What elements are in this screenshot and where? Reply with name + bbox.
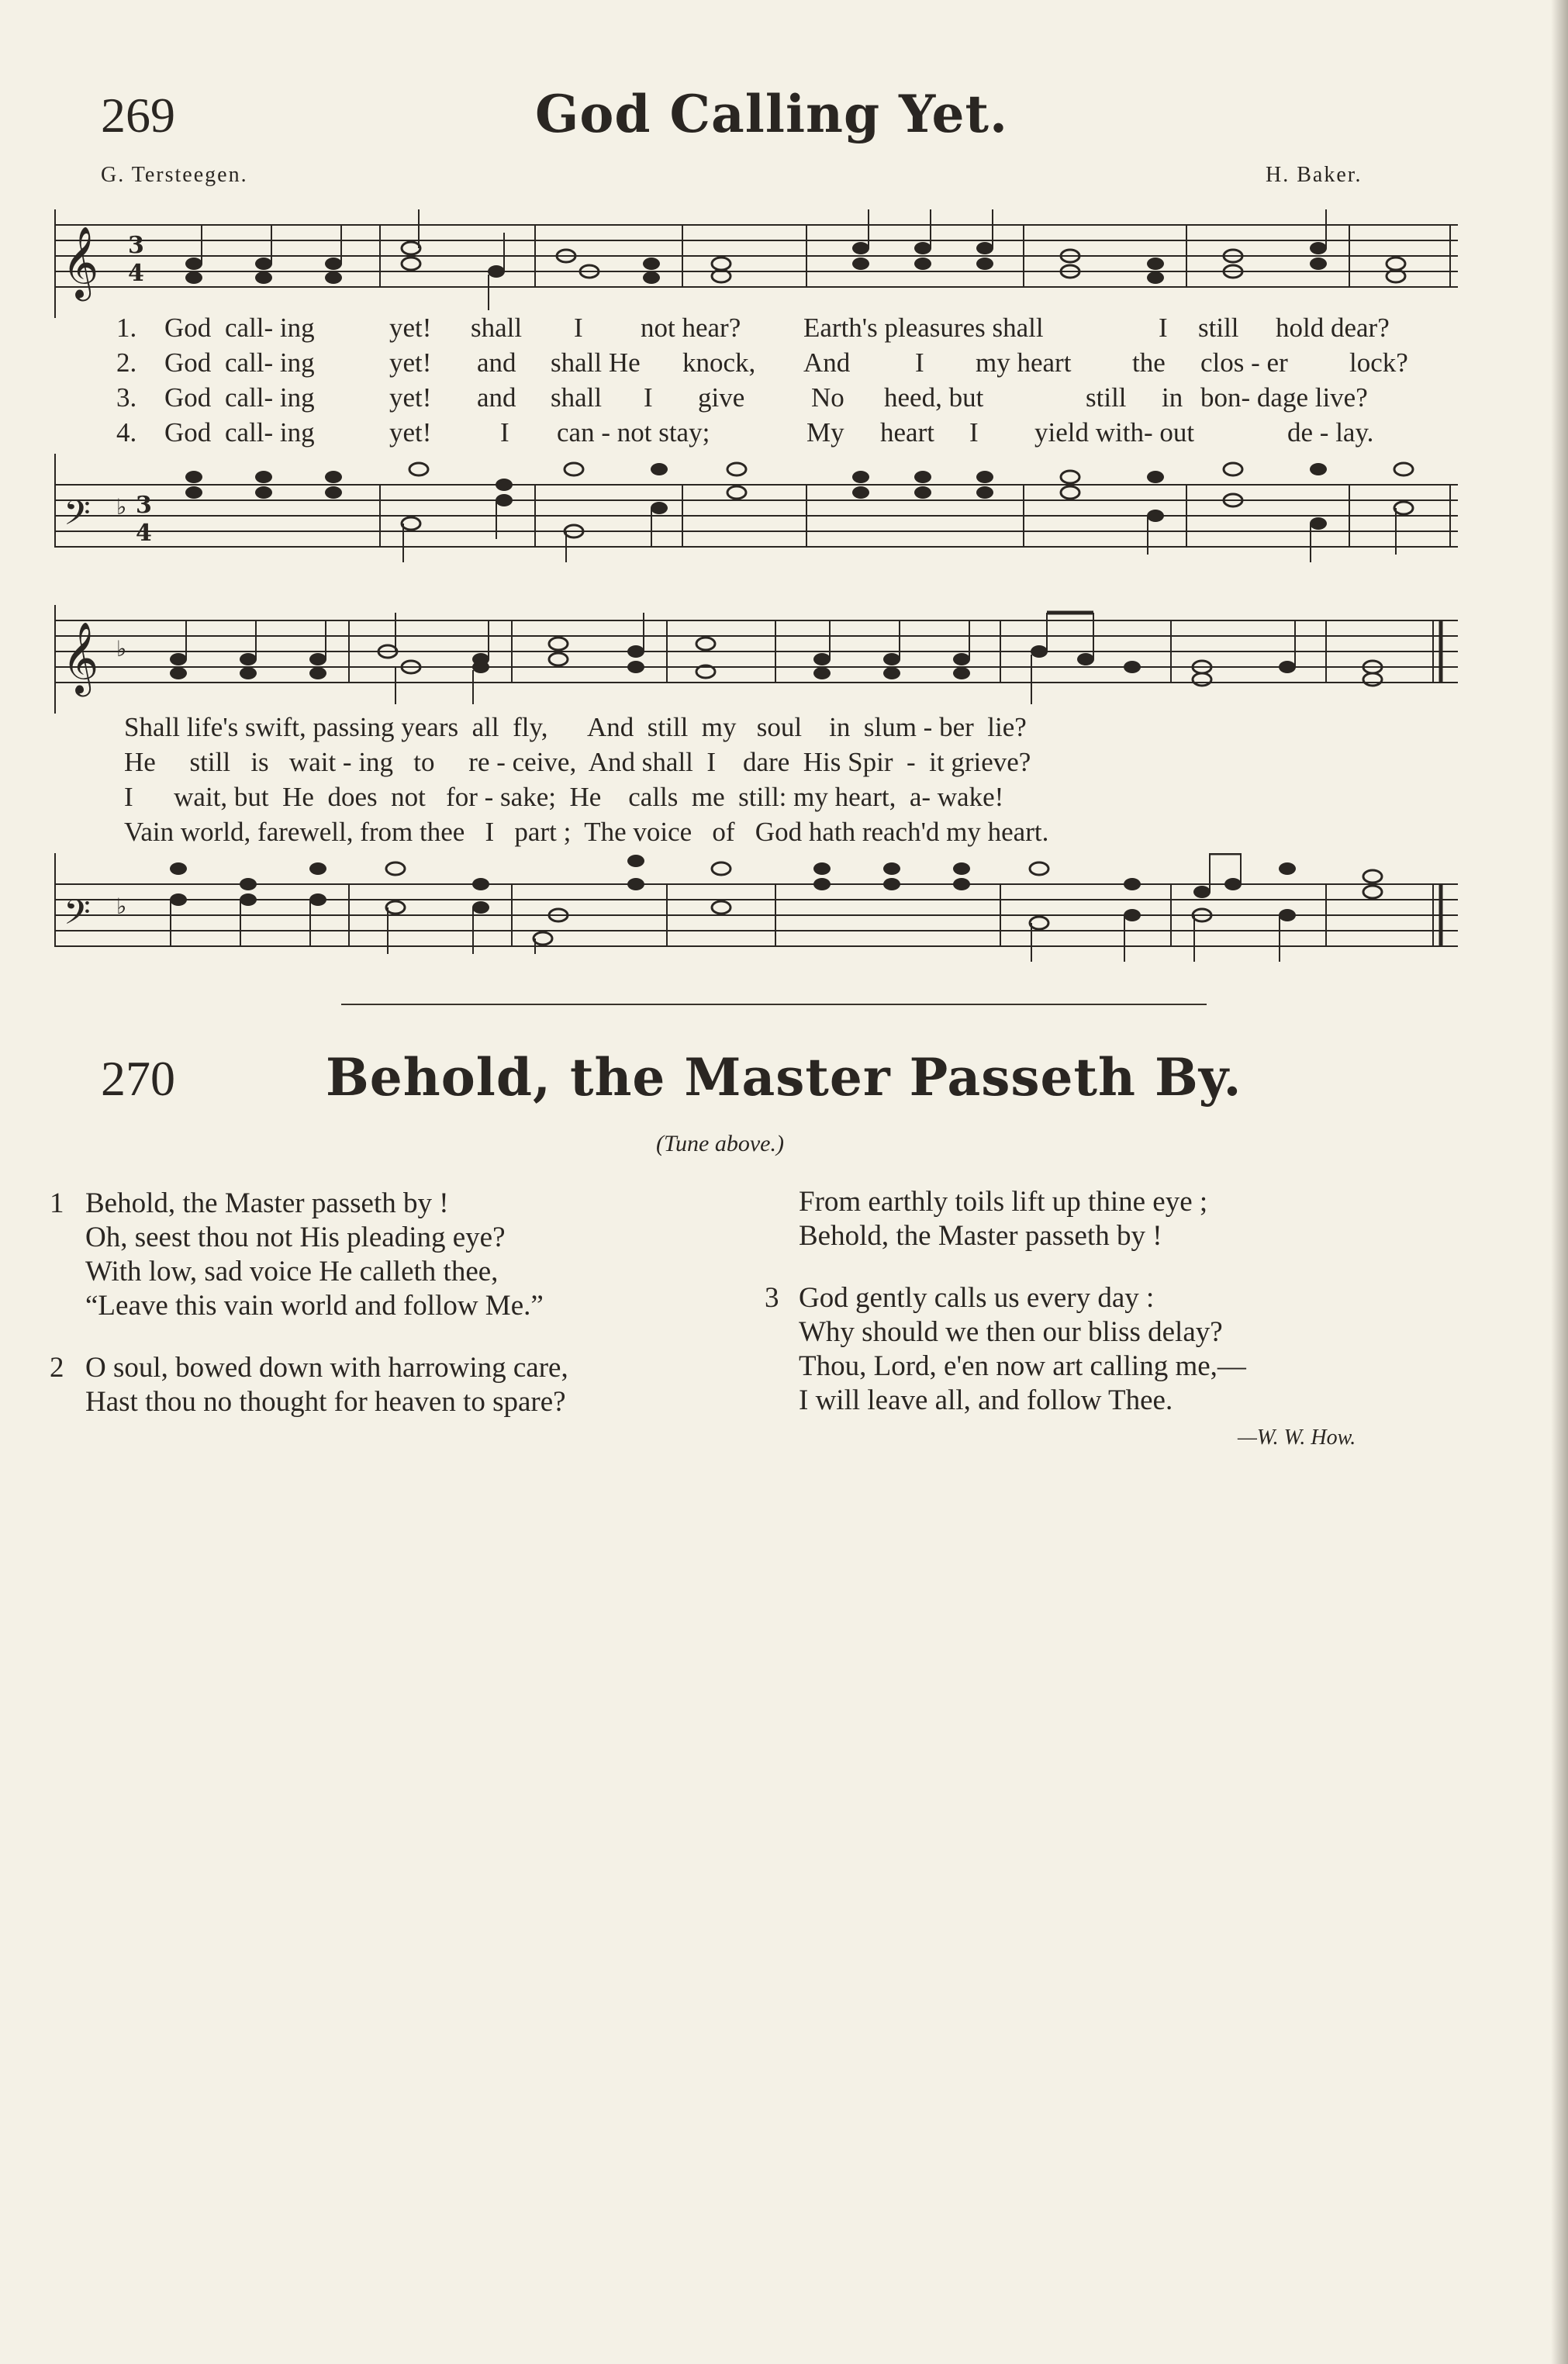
hymn-269-author: G. Tersteegen.	[101, 163, 248, 187]
svg-text:♭: ♭	[116, 636, 127, 662]
treble-staff-system-1	[54, 209, 1458, 318]
music-notation-bass-1	[54, 454, 1458, 562]
lyric-word: call- ing	[225, 417, 315, 448]
svg-text:4: 4	[136, 520, 152, 547]
svg-text:𝄞: 𝄞	[62, 226, 99, 298]
lyric-word: 3.	[116, 382, 137, 413]
verse-number-3: 3	[765, 1282, 779, 1314]
lyric-line-1	[116, 313, 1458, 347]
verse-line: With low, sad voice He calleth thee,	[85, 1256, 499, 1287]
lyric-word: shall	[471, 313, 523, 343]
lyric-word: clos - er	[1200, 347, 1288, 378]
verse-line: O soul, bowed down with harrowing care,	[85, 1352, 568, 1384]
lyric-word: de - lay.	[1287, 417, 1374, 448]
lyric-word: bon- dage live?	[1200, 382, 1368, 413]
tune-note: (Tune above.)	[656, 1131, 784, 1156]
lyric-line-4	[116, 417, 1458, 451]
lyric-word: call- ing	[225, 382, 315, 413]
lyric-line-2	[116, 347, 1458, 382]
bass-staff-system-2	[54, 853, 1458, 962]
verse-line: Behold, the Master passeth by !	[85, 1187, 449, 1219]
verse-line: “Leave this vain world and follow Me.”	[85, 1290, 544, 1322]
lyric-word: yet!	[389, 313, 432, 343]
lyric-word: I	[500, 417, 509, 448]
music-notation-bass-2	[54, 853, 1458, 962]
svg-text:3: 3	[128, 232, 144, 259]
hymn-270-number: 270	[101, 1051, 175, 1106]
lyric-word: And	[803, 347, 851, 378]
lyric-word: and	[477, 347, 516, 378]
svg-text:𝄞: 𝄞	[62, 621, 99, 693]
verse-number-2: 2	[50, 1352, 64, 1384]
verse-line: Behold, the Master passeth by !	[799, 1220, 1162, 1252]
verse-line: I will leave all, and follow Thee.	[799, 1384, 1173, 1416]
lyric-word: I	[915, 347, 924, 378]
section-divider	[341, 1004, 1207, 1005]
lyric-word: I	[574, 313, 583, 343]
lyric-word: yet!	[389, 382, 432, 413]
lyric-line-6: He still is wait - ing to re - ceive, And shall I dare His Spir - it grieve?	[124, 747, 1031, 777]
lyric-word: my heart	[976, 347, 1072, 378]
lyric-word: not hear?	[641, 313, 741, 343]
lyric-word: still	[1198, 313, 1239, 343]
lyric-line-8: Vain world, farewell, from thee I part ; The voice of God hath reach'd my heart.	[124, 817, 1049, 847]
lyric-word: 2.	[116, 347, 137, 378]
lyric-word: knock,	[682, 347, 756, 378]
lyric-word: My	[806, 417, 844, 448]
hymn-269-title: God Calling Yet.	[535, 84, 1008, 144]
lyric-word: hold dear?	[1276, 313, 1390, 343]
svg-text:𝄢: 𝄢	[64, 492, 91, 541]
lyric-word: God	[164, 382, 212, 413]
lyric-word: God	[164, 313, 212, 343]
verse-line: Thou, Lord, e'en now art calling me,—	[799, 1350, 1246, 1382]
verse-line: God gently calls us every day :	[799, 1282, 1155, 1314]
lyric-line-5: Shall life's swift, passing years all fly, And still my soul in slum - ber lie?	[124, 712, 1027, 742]
music-notation-treble-1	[54, 209, 1458, 318]
lyric-word: God	[164, 347, 212, 378]
lyric-word: 4.	[116, 417, 137, 448]
lyric-word: can - not stay;	[557, 417, 710, 448]
lyric-word: yet!	[389, 347, 432, 378]
lyric-word: lock?	[1349, 347, 1408, 378]
lyric-word: No	[811, 382, 844, 413]
lyric-word: Earth's pleasures shall	[803, 313, 1044, 343]
lyric-word: yet!	[389, 417, 432, 448]
lyric-word: I	[644, 382, 653, 413]
svg-text:♭: ♭	[116, 893, 127, 919]
lyric-word: shall	[551, 382, 603, 413]
lyric-word: the	[1132, 347, 1166, 378]
lyric-word: still	[1086, 382, 1127, 413]
lyric-line-7: I wait, but He does not for - sake; He calls me still: my heart, a- wake!	[124, 782, 1004, 812]
lyric-word: heart	[880, 417, 934, 448]
lyric-word: I	[1159, 313, 1168, 343]
svg-text:3: 3	[136, 492, 152, 519]
bass-staff-system-1	[54, 454, 1458, 562]
lyric-word: yield with- out	[1034, 417, 1195, 448]
lyric-word: call- ing	[225, 313, 315, 343]
svg-text:𝄢: 𝄢	[64, 892, 91, 941]
treble-staff-system-2	[54, 605, 1458, 714]
verse-line: From earthly toils lift up thine eye ;	[799, 1186, 1208, 1218]
lyric-word: in	[1162, 382, 1183, 413]
lyric-word: 1.	[116, 313, 137, 343]
svg-text:♭: ♭	[116, 494, 127, 520]
verse-line: Why should we then our bliss delay?	[799, 1316, 1223, 1348]
lyric-word: heed, but	[884, 382, 984, 413]
music-notation-treble-2	[54, 605, 1458, 714]
hymn-270-attribution: —W. W. How.	[1238, 1426, 1356, 1450]
hymn-270-title: Behold, the Master Passeth By.	[326, 1047, 1242, 1108]
hymn-269-number: 269	[101, 88, 175, 143]
lyric-word: shall He	[551, 347, 641, 378]
verse-number-1: 1	[50, 1187, 64, 1219]
verse-line: Oh, seest thou not His pleading eye?	[85, 1222, 506, 1253]
lyric-word: call- ing	[225, 347, 315, 378]
verse-line: Hast thou no thought for heaven to spare?	[85, 1386, 566, 1418]
lyric-word: God	[164, 417, 212, 448]
lyric-word: give	[698, 382, 745, 413]
lyric-line-3	[116, 382, 1458, 416]
lyric-word: I	[969, 417, 979, 448]
hymn-269-composer: H. Baker.	[1266, 163, 1363, 187]
lyric-word: and	[477, 382, 516, 413]
svg-text:4: 4	[128, 260, 144, 287]
page-edge-shadow	[1551, 0, 1568, 2364]
